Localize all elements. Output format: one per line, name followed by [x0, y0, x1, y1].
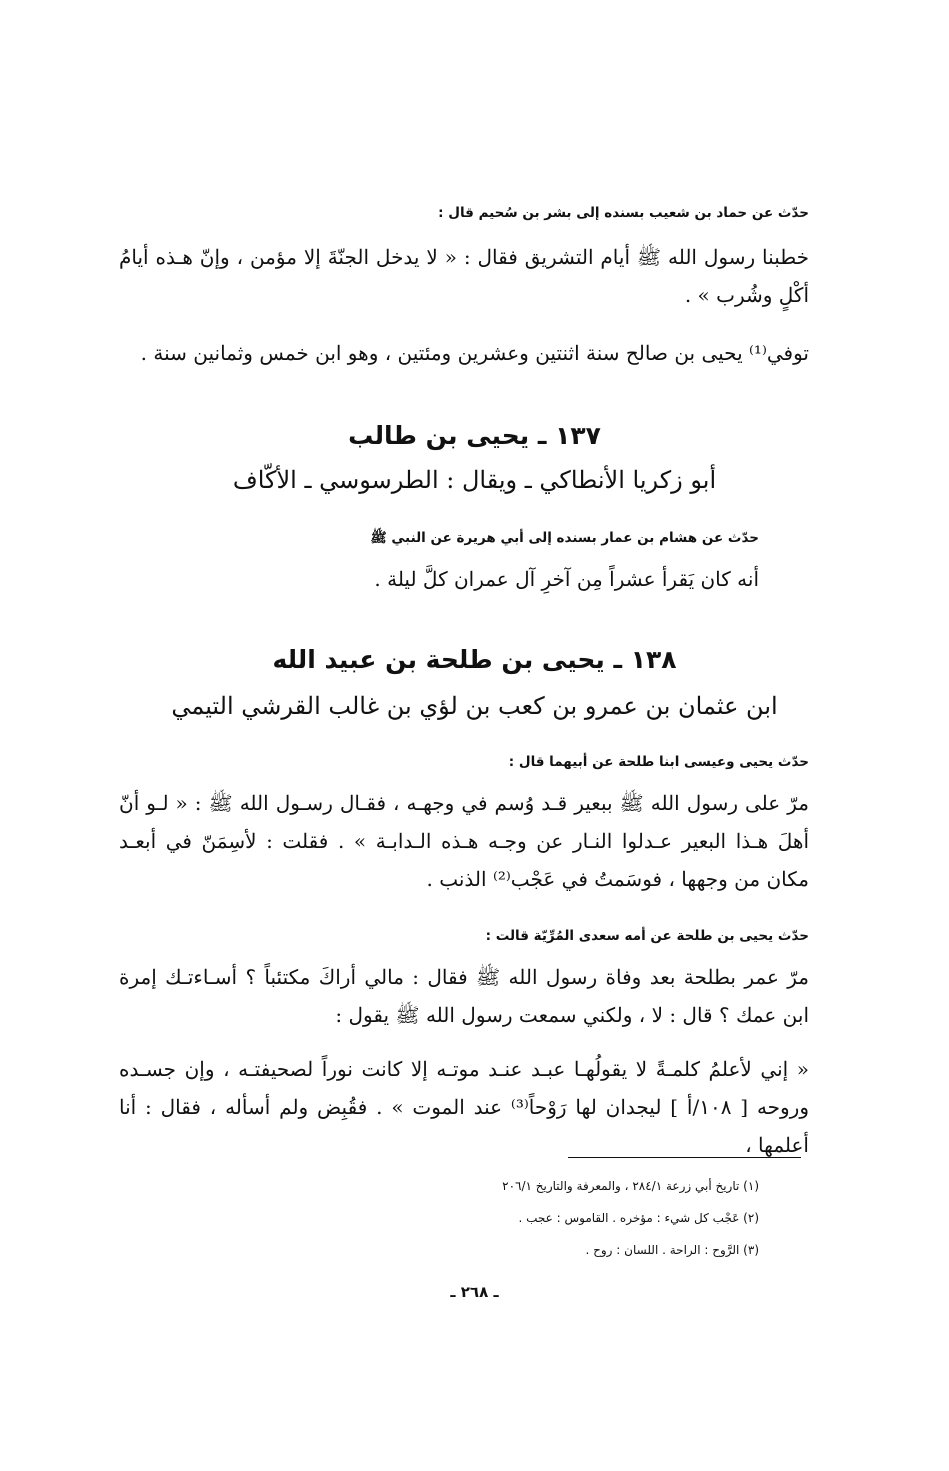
hadith-text: « إني لأعلمُ كلمـةً لا يقولُهـا عبـد عنـد موتـه إلا كانت نوراً لصحيفتـه ، وإن جسـده وروحه [ ١٠٨/أ ] ليجدان لها رَوْحاً⁽³⁾ عند الموت » . فقُبِض ولم أسأله ، فقال : أنا أعلمها ، [119, 1057, 810, 1157]
hadith-text: خطبنا رسول الله ﷺ أيام التشريق فقال : « لا يدخل الجنّةَ إلا مؤمن ، وإنّ هـذه أيامُ أكْلٍ وشُرب » . [119, 245, 809, 307]
footnote-3: (٣) الرَّوح : الراحة . اللسان : روح . [585, 1243, 759, 1257]
death-note: توفي⁽¹⁾ يحيى بن صالح سنة اثنتين وعشرين ومئتين ، وهو ابن خمس وثمانين سنة . [140, 341, 809, 365]
hadith-chain: حدّث عن حماد بن شعيب بسنده إلى بشر بن سُحيم قال : [438, 205, 809, 221]
footnote-divider [568, 1157, 801, 1158]
hadith-text: أنه كان يَقرأ عشراً مِن آخرِ آل عمران كلَّ ليلة . [374, 567, 759, 591]
entry-138-subtitle: ابن عثمان بن عمرو بن كعب بن لؤي بن غالب القرشي التيمي [171, 692, 778, 720]
entry-137-subtitle: أبو زكريا الأنطاكي ـ ويقال : الطرسوسي ـ الأكّاف [232, 466, 717, 494]
hadith-text: مرّ على رسول الله ﷺ ببعير قـد وُسم في وجهـه ، فقـال رسـول الله ﷺ : « لـو أنّ أهلَ هـذا البعير عـدلوا النـار عن وجـه هـذه الـدابـة » . فقلت : لأسِمَنّ في أبعـد مكان من وجهها ، فوسَمتُ في عَجْب⁽²⁾ الذنب . [119, 791, 809, 891]
footnote-1: (١) تاريخ أبي زرعة ٢٨٤/١ ، والمعرفة والتاريخ ٢٠٦/١ [502, 1179, 759, 1193]
footnote-2: (٢) عَجْب كل شيء : مؤخره . القاموس : عجب . [518, 1211, 759, 1225]
entry-137-title: ١٣٧ ـ يحيى بن طالب [348, 421, 601, 450]
hadith-chain: حدّث يحيى وعيسى ابنا طلحة عن أبيهما قال : [508, 754, 809, 770]
hadith-chain: حدّث عن هشام بن عمار بسنده إلى أبي هريرة عن النبي ﷺ [370, 530, 759, 546]
hadith-text: مرّ عمر بطلحة بعد وفاة رسول الله ﷺ فقال : مالي أراكَ مكتئباً ؟ أسـاءتـك إمرة ابن عمك ؟ قال : لا ، ولكني سمعت رسول الله ﷺ يقول : [119, 965, 809, 1027]
page-number: ـ ٢٦٨ ـ [450, 1283, 499, 1301]
hadith-chain: حدّث يحيى بن طلحة عن أمه سعدى المُرِّيّة قالت : [485, 928, 809, 944]
entry-138-title: ١٣٨ ـ يحيى بن طلحة بن عبيد الله [272, 645, 677, 674]
